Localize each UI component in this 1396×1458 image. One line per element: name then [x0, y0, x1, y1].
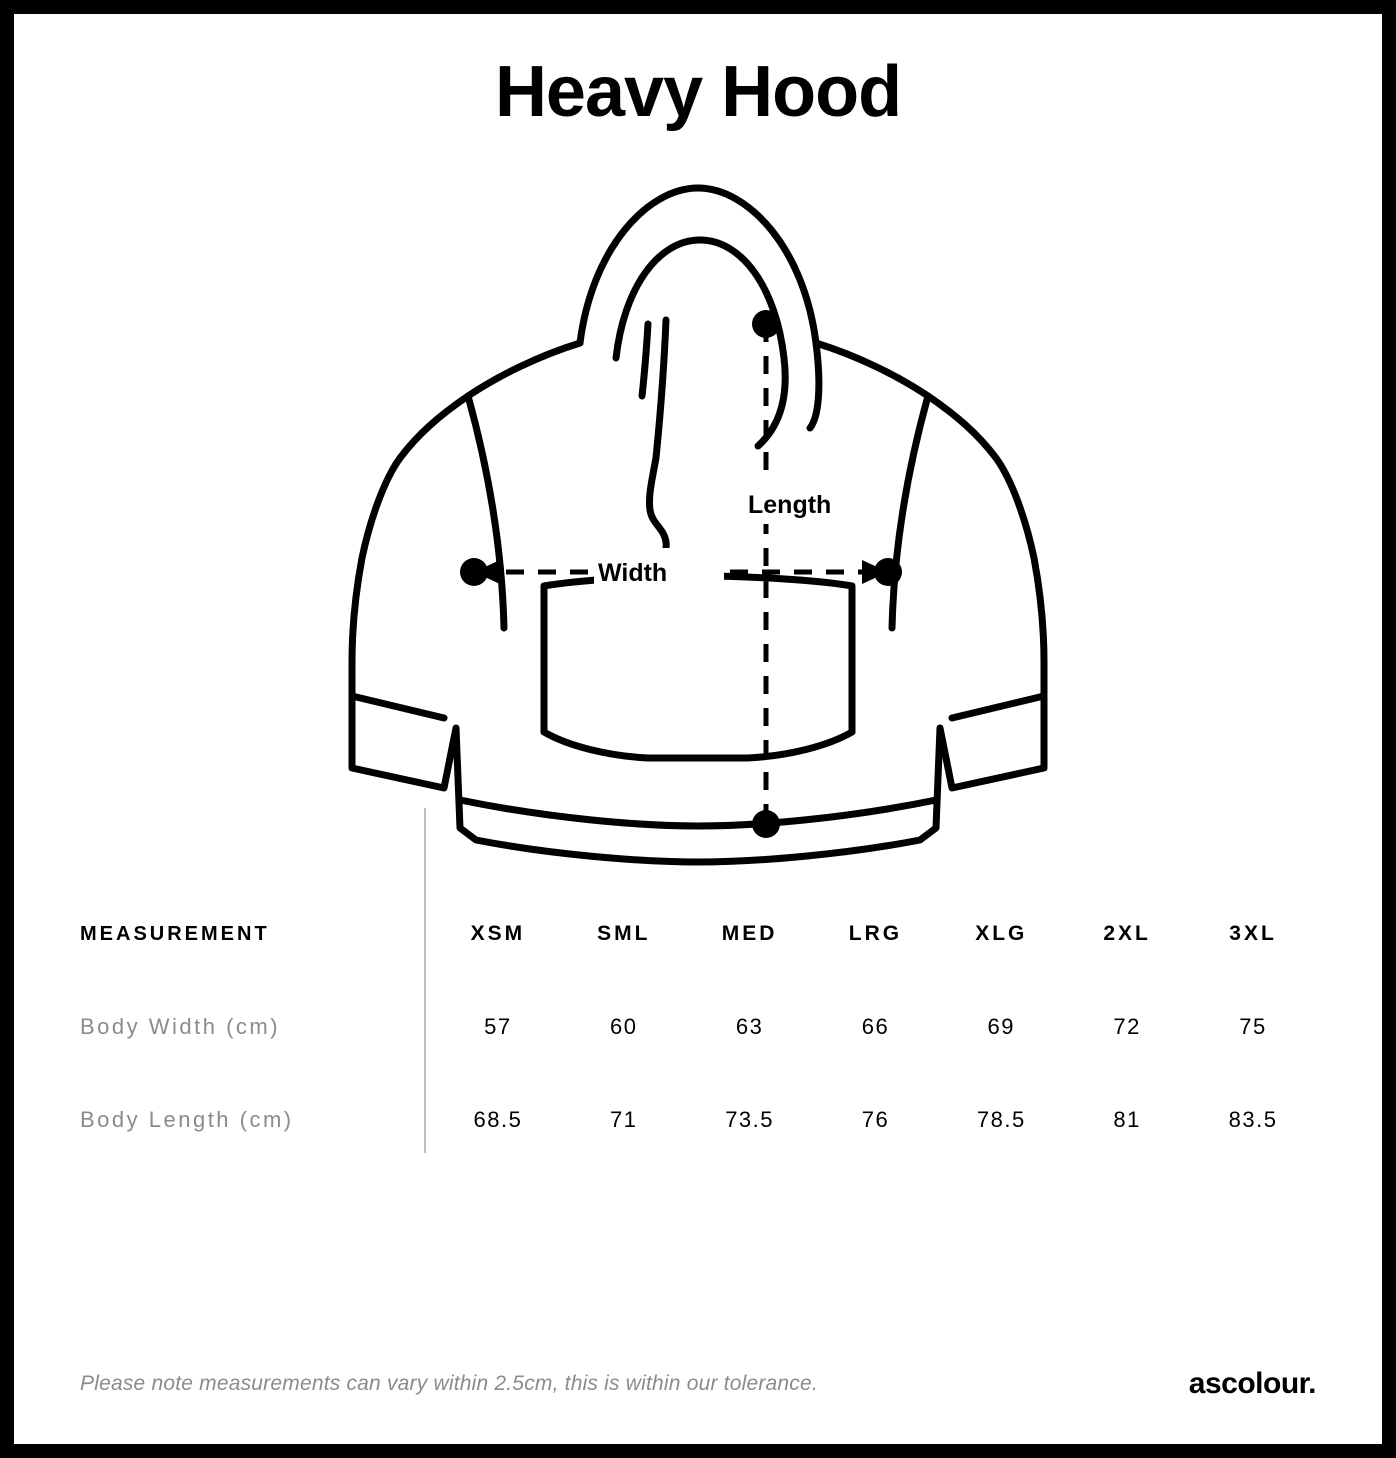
header-measurement: MEASUREMENT — [80, 922, 270, 945]
page-title: Heavy Hood — [494, 52, 902, 132]
table-row — [80, 980, 1316, 1073]
cell-body-length-sml: 71 — [610, 1106, 638, 1132]
cell-body-width-2xl: 72 — [1113, 1013, 1141, 1039]
cell-body-length-med: 73.5 — [725, 1106, 775, 1132]
cell-body-width-xlg: 69 — [987, 1013, 1016, 1039]
footer — [14, 1324, 1382, 1444]
header-size-3xl: 3XL — [1229, 922, 1277, 945]
header-size-med: MED — [721, 922, 778, 945]
table-divider — [424, 808, 426, 1153]
cell-body-length-3xl: 83.5 — [1228, 1106, 1278, 1132]
cell-body-length-2xl: 81 — [1113, 1106, 1141, 1132]
measurements-table — [80, 888, 1316, 1166]
width-label: Width — [598, 559, 668, 587]
cell-body-width-lrg: 66 — [861, 1013, 890, 1039]
header-size-xlg: XLG — [975, 922, 1028, 945]
hoodie-outline-icon — [348, 128, 1048, 888]
cell-body-length-xlg: 78.5 — [976, 1106, 1026, 1132]
header-size-lrg: LRG — [848, 922, 903, 945]
row-label-body-width: Body Width (cm) — [80, 1013, 281, 1039]
cell-body-width-xsm: 57 — [484, 1013, 512, 1039]
table-row — [80, 1073, 1316, 1166]
header-size-xsm: XSM — [470, 922, 526, 945]
cell-body-length-lrg: 76 — [861, 1106, 890, 1132]
cell-body-length-xsm: 68.5 — [473, 1106, 523, 1132]
row-label-body-length: Body Length (cm) — [80, 1106, 294, 1132]
cell-body-width-med: 63 — [735, 1013, 764, 1039]
cell-body-width-sml: 60 — [610, 1013, 638, 1039]
length-label: Length — [748, 491, 832, 519]
brand-logo: ascolour. — [1188, 1367, 1316, 1400]
cell-body-width-3xl: 75 — [1239, 1013, 1267, 1039]
size-chart-inner — [14, 14, 1382, 1444]
table-header-row — [80, 888, 1316, 980]
garment-diagram — [14, 128, 1382, 888]
measurements-table-wrap — [14, 888, 1382, 1324]
header-size-2xl: 2XL — [1103, 922, 1151, 945]
header-size-sml: SML — [597, 922, 651, 945]
tolerance-note: Please note measurements can vary within 2.5cm, this is within our tolerance. — [80, 1372, 818, 1395]
